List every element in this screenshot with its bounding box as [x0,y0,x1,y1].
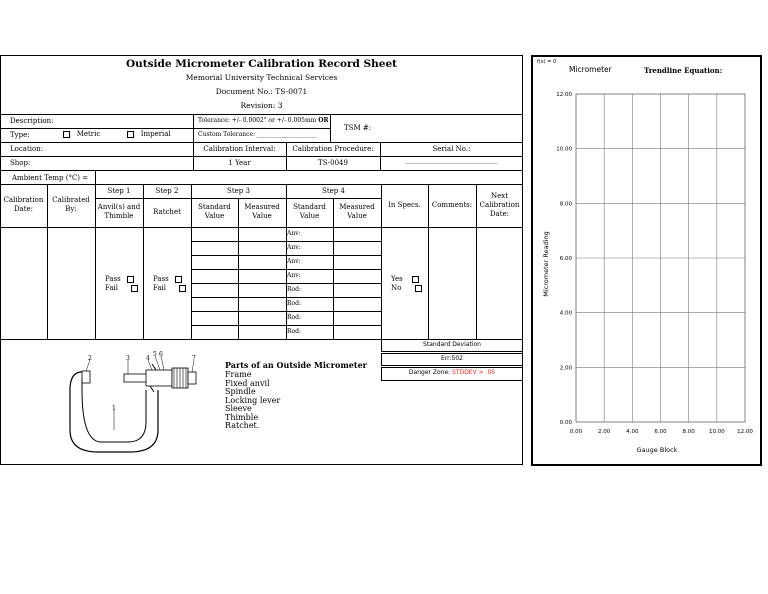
cal-procedure-label: Calibration Procedure: [292,145,374,153]
col-step4-meas: Measured Value [339,203,375,220]
step2-pass-checkbox[interactable] [175,276,182,283]
in-specs-yes[interactable]: Yes [391,275,419,283]
step4-label: Anv: [287,230,301,237]
micrometer-diagram [60,350,210,460]
serial-line: _______________________________ [405,157,498,164]
col-cal-date: Calibration Date: [3,196,44,213]
list-item: Ratchet. [225,421,260,430]
fx-label: f(x) = 0 [537,59,557,65]
trendline-label: Trendline Equation: [644,66,723,75]
sheet-title: Outside Micrometer Calibration Record Sheet [126,58,397,70]
x-axis-label: Gauge Block [636,446,678,454]
step4-label: Rod: [287,300,301,307]
y-axis-label: Micrometer Reading [542,231,550,297]
ambient-temp-label: Ambient Temp (°C) = [12,174,89,182]
step2-fail[interactable]: Fail [153,284,186,292]
document-number: Document No.: TS-0071 [215,87,308,96]
col-cal-by: Calibrated By: [52,196,90,213]
cal-interval-value: 1 Year [228,159,251,167]
y-tick-label: 2.00 [559,365,572,372]
imperial-checkbox[interactable] [127,131,134,138]
col-comments: Comments: [431,201,473,209]
part-number: 7 [192,355,196,362]
step4-label: Anv: [287,244,301,251]
list-item: Thimble [225,412,259,422]
part-number: 4 [146,355,150,362]
col-step4-std: Standard Value [293,203,326,220]
part-number: 6 [159,351,163,358]
part-number: 5 [153,351,157,358]
col-ratchet: Ratchet [153,208,181,216]
x-tick-label: 12.00 [737,429,753,435]
danger-zone-value: STDDEV > .05 [452,369,496,376]
part-number: 1 [112,405,116,412]
tolerance-text: Tolerance: +/- 0.0002" or +/- 0.005mm [198,117,319,124]
col-in-specs: In Specs. [388,201,421,209]
col-anvils: Anvil(s) and Thimble [97,203,141,220]
y-tick-label: 10.00 [556,146,572,153]
metric-option[interactable] [63,130,100,138]
step4-label: Rod: [287,286,301,293]
serial-label: Serial No.: [432,145,471,153]
col-step2: Step 2 [155,187,179,195]
col-step1: Step 1 [107,187,131,195]
list-item: Locking lever [225,395,281,405]
step4-label: Anv: [287,272,301,279]
yes-checkbox[interactable] [412,276,419,283]
list-item: Fixed anvil [225,378,270,388]
part-number: 3 [126,355,130,362]
col-step3-std: Standard Value [198,203,231,220]
x-tick-label: 4.00 [626,429,639,435]
tolerance-or: OR [318,117,329,124]
step1-pass-checkbox[interactable] [127,276,134,283]
shop-label: Shop: [10,159,31,167]
y-tick-label: 6.00 [559,256,572,262]
revision: Revision: 3 [240,101,283,110]
chart-title: Micrometer [569,65,612,74]
description-label: Description: [10,117,54,125]
step4-label: Rod: [287,314,301,321]
step4-label: Anv: [287,258,301,265]
cal-procedure-value: TS-0049 [318,159,348,167]
org-name: Memorial University Technical Services [185,73,338,82]
step1-pass[interactable]: Pass [105,275,134,283]
y-tick-label: 4.00 [559,310,572,317]
part-number: 2 [88,355,92,362]
step1-fail[interactable]: Fail [105,284,138,292]
chart-plot [531,55,762,466]
cal-interval-label: Calibration Interval: [203,145,276,153]
col-next-cal: Next Calibration Date: [479,192,520,218]
y-tick-label: 0.00 [559,420,572,426]
x-tick-label: 6.00 [654,429,667,435]
list-item: Spindle [225,387,256,396]
list-item: Sleeve [225,404,252,413]
in-specs-no[interactable]: No [391,284,422,292]
danger-zone: Danger Zone: STDDEV > .05 [408,369,496,376]
step2-fail-checkbox[interactable] [179,285,186,292]
metric-checkbox[interactable] [63,131,70,138]
step1-fail-checkbox[interactable] [131,285,138,292]
imperial-label: Imperial [140,130,171,138]
x-tick-label: 10.00 [708,429,725,435]
col-step3: Step 3 [227,187,250,195]
parts-list [225,371,280,431]
tolerance-label [198,117,328,125]
no-checkbox[interactable] [415,285,422,292]
imperial-option[interactable] [127,130,171,138]
std-dev-label: Standard Deviation [423,341,481,348]
parts-title: Parts of an Outside Micrometer [225,360,367,370]
metric-label: Metric [76,130,101,138]
type-label: Type: [10,131,30,139]
x-tick-label: 0.00 [569,429,583,435]
col-step3-meas: Measured Value [244,203,280,220]
step4-label: Rod: [287,328,301,335]
x-tick-label: 2.00 [598,429,611,435]
col-step4: Step 4 [322,187,345,195]
step2-pass[interactable]: Pass [153,275,182,283]
list-item: Frame [225,370,252,379]
y-tick-label: 12.00 [556,92,572,98]
tsm-label: TSM #: [344,124,372,132]
location-label: Location: [10,145,44,153]
custom-tolerance-label: Custom Tolerance: ____________________ [198,131,317,138]
x-tick-label: 8.00 [682,429,695,435]
y-tick-label: 8.00 [559,201,572,208]
err-value: Err:502 [441,355,463,362]
